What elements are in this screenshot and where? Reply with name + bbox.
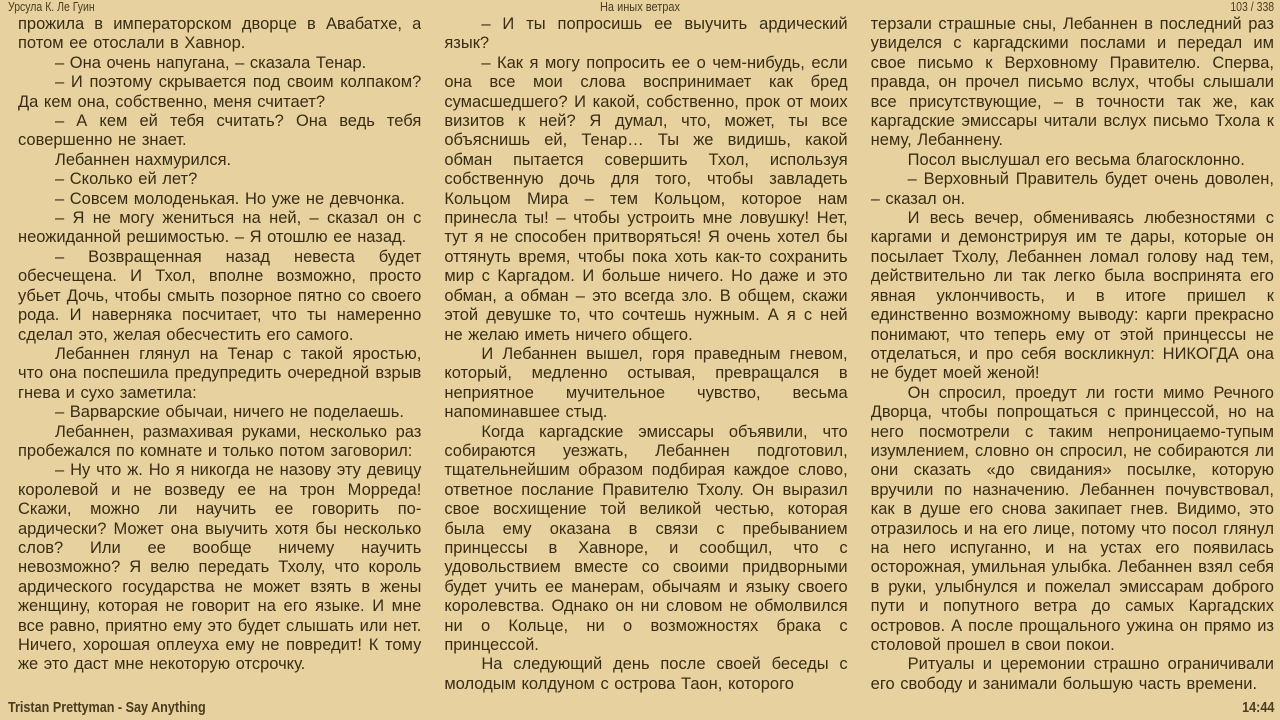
paragraph: – Верховный Правитель будет очень доволен, – сказал он.: [870, 170, 1274, 208]
paragraph: Он спросил, проедут ли гости мимо Речного Дворца, чтобы попрощаться с принцессой, но на него посмотрели с таким непроницаемо-тупым изумлением, словно он спросил, не собираются ли они сказать «до свидания» посылке, которую вручили по назначению. Лебаннен почувствовал, как в душе его снова закипает гнев. Видимо, это отразилось и на его лице, потому что посол глянул на него испуганно, и на устах его появилась осторожная, умильная улыбка. Лебаннен взял себя в руки, улыбнулся и пожелал эмиссарам доброго пути и попутного ветра до самых Каргадских островов. А после прощального ужина он прямо из столовой прошел в свои покои.: [870, 383, 1274, 654]
text-column-1: [18, 15, 421, 695]
paragraph: – Ну что ж. Но я никогда не назову эту девицу королевой и не возведу ее на трон Морреда! Скажи, можно ли научить ее говорить по-ардически? Может она выучить хотя бы несколько слов? Или ее вообще ничему научить невозможно? Я велю передать Тхолу, что король ардического государства не может взять в жены женщину, которая не говорит на его языке. И мне все равно, приятно ему это будет слышать или нет. Ничего, хорошая оплеуха ему не повредит! К тому же это даст мне некоторую отсрочку.: [18, 461, 422, 674]
reader-footer-bar: [0, 696, 1280, 720]
paragraph: Лебаннен глянул на Тенар с такой яростью, что она поспешила предупредить очередной взрыв гнева и сухо заметила:: [18, 344, 422, 402]
page-indicator: 103 / 338: [1230, 0, 1274, 14]
reader-header-bar: [0, 0, 1280, 15]
book-title: На иных ветрах: [599, 0, 681, 14]
reader-page[interactable]: [18, 15, 1274, 695]
paragraph: Посол выслушал его весьма благосклонно.: [907, 150, 1245, 169]
paragraph: Ритуалы и церемонии страшно ограничивали его свободу и занимали большую часть времени.: [870, 655, 1274, 693]
paragraph: – Я не могу жениться на ней, – сказал он с неожиданной решимостью. – Я отошлю ее назад.: [18, 209, 422, 247]
text-column-3: [871, 15, 1274, 695]
paragraph: И Лебаннен вышел, горя праведным гневом, который, медленно остывая, превращался в неприятное мучительное чувство, весьма напоминавшее стыд.: [444, 344, 848, 422]
clock: 14:44: [1241, 699, 1274, 716]
text-column-2: [444, 15, 847, 695]
paragraph: На следующий день после своей беседы с молодым колдуном с острова Таон, которого: [444, 655, 848, 693]
paragraph: – Возвращенная назад невеста будет обесчещена. И Тхол, вполне возможно, просто убьет Дочь, чтобы смыть позорное пятно со своего рода. И наверняка посчитает, что ты намеренно сделал это, желая обесчестить его самого.: [18, 247, 422, 344]
book-author: Урсула К. Ле Гуин: [8, 0, 95, 14]
paragraph: Когда каргадские эмиссары объявили, что собираются уезжать, Лебаннен подготовил, тщательнейшим образом подбирая каждое слово, ответное послание Правителю Тхолу. Он выразил свое восхищение той великой честью, которая была ему оказана в связи с пребыванием принцессы в Хавноре, и сообщил, что с удовольствием вместе со своими придворными будет учить ее манерам, обычаям и языку своего королевства. Однако он ни словом не обмолвился ни о Кольце, ни о возможностях брака с принцессой.: [444, 422, 848, 654]
now-playing-track: Tristan Prettyman - Say Anything: [8, 699, 206, 716]
paragraph: – Она очень напугана, – сказала Тенар.: [55, 53, 367, 72]
paragraph: – Как я могу попросить ее о чем-нибудь, если она все мои слова воспринимает как бред сумасшедшего? И какой, собственно, прок от моих визитов к ней? Я думал, что, может, ты все объяснишь ей, Тенар… Ты же видишь, какой обман пытается совершить Тхол, используя собственную дочь для того, чтобы завладеть Кольцом Мира – тем Кольцом, которое нам принесла ты! – чтобы устроить мне ловушку! Нет, тут я не способен притворяться! Я очень хотел бы оттянуть время, чтобы пока хоть как-то сохранить мир с Каргадом. И больше ничего. Но даже и это обман, а обман – это всегда зло. В общем, скажи этой девушке то, что сочтешь нужным. А я с ней не желаю иметь ничего общего.: [444, 53, 848, 344]
paragraph: терзали страшные сны, Лебаннен в последний раз увиделся с каргадскими послами и передал им свое письмо к Верховному Правителю. Сперва, правда, он прочел письмо вслух, чтобы слышали все присутствующие, – в точности так же, как каргадские эмиссары читали вслух письмо Тхола к нему, Лебаннену.: [870, 15, 1274, 150]
paragraph: – И ты попросишь ее выучить ардический язык?: [444, 15, 848, 53]
paragraph: – Варварские обычаи, ничего не поделаешь.: [55, 403, 404, 422]
paragraph: Лебаннен, размахивая руками, несколько раз пробежался по комнате и только потом заговорил:: [18, 422, 422, 460]
paragraph: – Сколько ей лет?: [55, 170, 198, 189]
paragraph: – Совсем молоденькая. Но уже не девчонка.: [55, 189, 405, 208]
paragraph: прожила в императорском дворце в Авабатхе, а потом ее отослали в Хавнор.: [18, 15, 422, 53]
paragraph: И весь вечер, обмениваясь любезностями с каргами и демонстрируя им те дары, которые он посылает Тхолу, Лебаннен ломал голову над тем, действительно ли так легко была воспринята его явная уклончивость, и в итоге пришел к единственно возможному выводу: карги прекрасно понимают, что теперь ему от этой принцессы не отделаться, и про себя воскликнул: НИКОГДА она не будет моей женой!: [870, 209, 1274, 383]
paragraph: – А кем ей тебя считать? Она ведь тебя совершенно не знает.: [18, 112, 422, 150]
paragraph: Лебаннен нахмурился.: [55, 150, 232, 169]
paragraph: – И поэтому скрывается под своим колпаком? Да кем она, собственно, меня считает?: [18, 73, 422, 111]
